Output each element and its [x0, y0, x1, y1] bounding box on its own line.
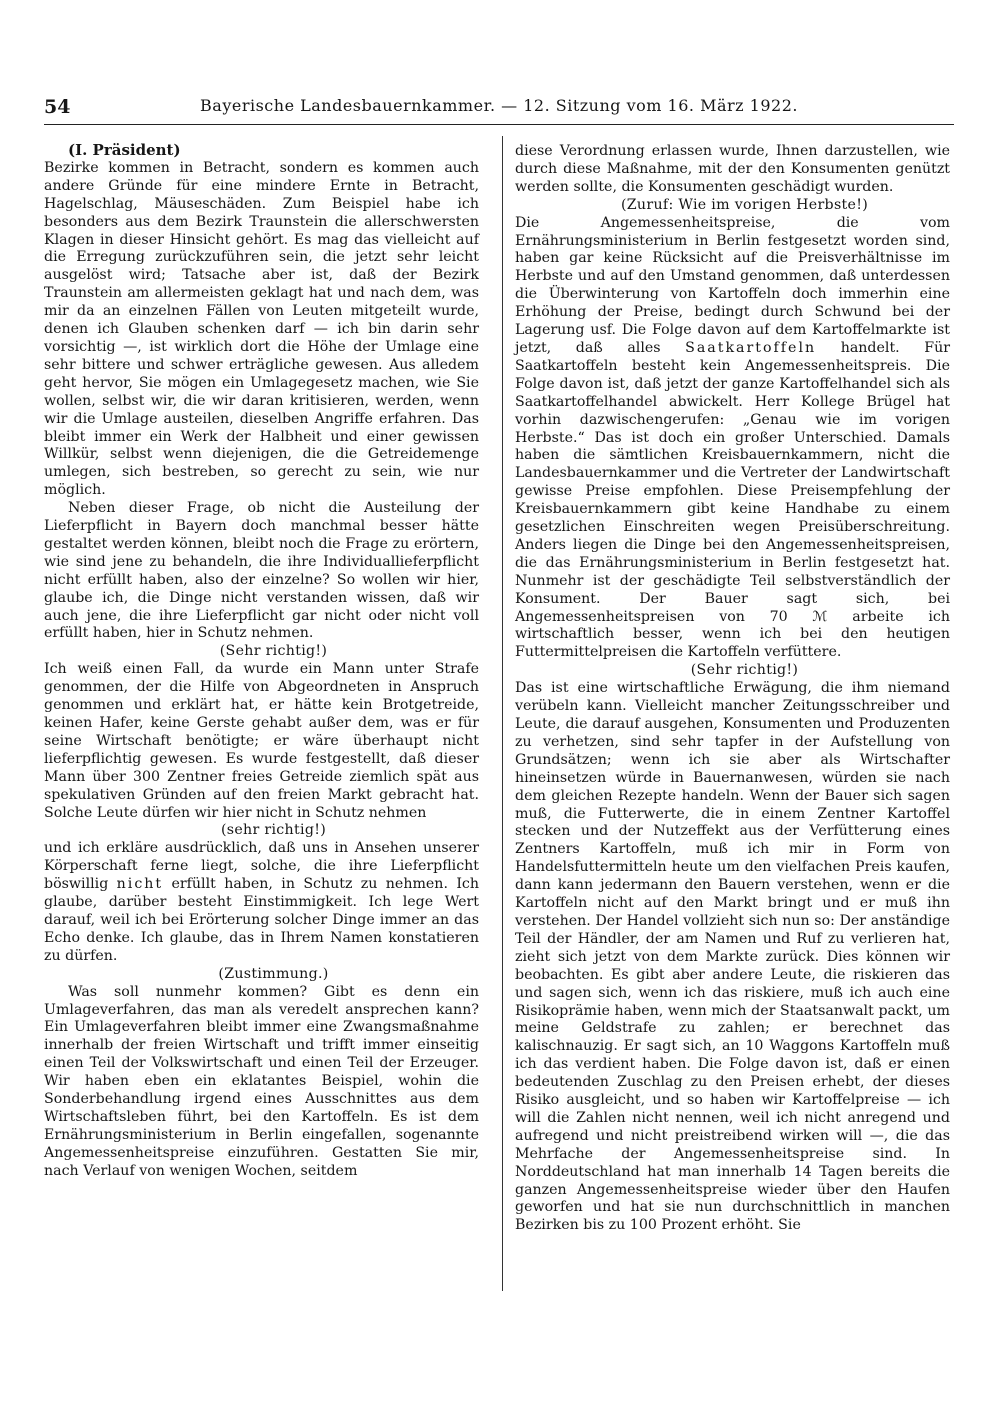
paragraph-text: handelt. Für Saatkartoffeln besteht kein Angemessenheitspreis. Die Folge davon ist, daß jetzt der ganze Kartoffelhandel sich als Saatkartoffelhandel abwickelt. Herr Kollege Brügel hat vorhin dazwischengerufen: „Genau wie im vorigen Herbste.“ Das ist doch ein großer Unterschied. Damals haben die sämtlichen Kreisbauernkammern, nicht die Landesbauernkammer und die Vertreter der Landwirtschaft gewisse Preise empfohlen. Diese Preisempfehlung der Kreisbauernkammern gibt keine Handhabe zu einem gesetzlichen Einschreiten wegen Preisüberschreitung. Anders liegen die Dinge bei den Angemessenheitspreisen, die das Ernährungsministerium in Berlin festgesetzt hat. Nunmehr ist der geschädigte Teil selbstverständlich der Konsument. Der Bauer sagt sich, bei Angemessenheitspreisen von 70 ℳ arbeite ich wirtschaftlich besser, wenn ich bei den heutigen Futtermittelpreisen die Kartoffeln verfüttere.	[515, 339, 950, 661]
paragraph-text: Die Angemessenheitspreise, die vom Ernährungsministerium in Berlin festgesetzt worden sind, haben gar keine Rücksicht auf die Preisverhältnisse im Herbste und auf den Umstand genommen, daß unterdessen die Überwinterung von Kartoffeln doch immerhin eine Erhöhung der Preise, bedingt durch Schwund bei der Lagerung usf. Die Folge davon auf dem Kartoffelmarkte ist jetzt, daß alles	[515, 214, 950, 356]
paragraph	[515, 215, 950, 663]
spaced-emphasis: nicht	[116, 876, 164, 893]
page-header	[44, 96, 954, 126]
right-column	[515, 143, 950, 1235]
interjection: (Zuruf: Wie im vorigen Herbste!)	[620, 196, 869, 213]
column-divider	[502, 136, 503, 1291]
interjection: (sehr richtig!)	[220, 822, 327, 839]
left-column	[44, 142, 479, 1181]
interjection: (Sehr richtig!)	[219, 643, 328, 660]
interjection: (Sehr richtig!)	[690, 662, 799, 679]
paragraph-text: und ich erkläre ausdrücklich, daß uns in Ansehen unserer Körperschaft ferne liegt, solche, die ihre Lieferpflicht böswillig	[44, 840, 479, 893]
paragraph: Was soll nunmehr kommen? Gibt es denn ein Umlageverfahren, das man als veredelt ansprechen kann? Ein Umlageverfahren bleibt immer eine Zwangsmaßnahme innerhalb der freien Wirtschaft und trifft immer einseitig einen Teil der Volkswirtschaft und einen Teil der Erzeuger. Wir haben eben ein eklatantes Beispiel, wohin die Sonderbehandlung irgend eines Ausschnittes aus dem Wirtschaftsleben führt, bei den Kartoffeln. Es ist dem Ernährungsministerium in Berlin eingefallen, sogenannte Angemessenheitspreise einzuführen. Gestatten Sie mir, nach Verlauf von wenigen Wochen, seitdem	[44, 983, 479, 1179]
paragraph-text: erfüllt haben, in Schutz zu nehmen. Ich glaube, darüber besteht Einstimmigkeit. Ich lege Wert darauf, weil ich bei Erörterung solcher Dinge immer an das Echo denke. Ich glaube, das in Ihrem Namen konstatieren zu dürfen.	[44, 876, 480, 964]
running-title: Bayerische Landesbauernkammer. — 12. Sitzung vom 16. März 1922.	[200, 96, 798, 115]
paragraph: diese Verordnung erlassen wurde, Ihnen darzustellen, wie durch diese Maßnahme, mit der den Konsumenten genützt werden sollte, die Konsumenten geschädigt wurden.	[515, 143, 950, 195]
paragraph: Bezirke kommen in Betracht, sondern es kommen auch andere Gründe für eine mindere Ernte in Betracht, Hagelschlag, Mäuseschäden. Zum Beispiel habe ich besonders aus dem Bezirk Traunstein die allerschwersten Klagen in dieser Hinsicht gehört. Es mag das vielleicht auf die Erregung zurückzuführen sein, die jetzt sehr leicht ausgelöst wird; Tatsache aber ist, daß der Bezirk Traunstein am allermeisten geklagt hat und nach dem, was mir da an einzelnen Fällen von Leuten mitgeteilt wurde, denen ich Glauben schenken darf — ich bin darin sehr vorsichtig —, ist wirklich dort die Höhe der Umlage eine sehr bittere und schwer erträgliche gewesen. Aus alledem geht hervor, Sie mögen ein Umlagegesetz machen, wie Sie wollen, selbst wir, die wir daran kritisieren, werden, wenn wir die Umlage austeilen, dieselben Angriffe erfahren. Das bleibt immer ein Werk der Halbheit und einer gewissen Willkür, selbst wenn diejenigen, die die Getreidemenge umlegen, sich bestreben, so gerecht zu sein, wie nur möglich.	[44, 159, 479, 499]
paragraph: Neben dieser Frage, ob nicht die Austeilung der Lieferpflicht in Bayern doch manchmal besser hätte gestaltet werden können, bleibt noch die Frage zu erörtern, wie sind jene zu behandeln, die ihre Individuallieferpflicht nicht erfüllt haben, also der einzelne? So wollen wir hier, glaube ich, die Dinge nicht verstanden wissen, daß wir auch jene, die ihre Lieferpflicht gar nicht oder nicht voll erfüllt haben, hier in Schutz nehmen.	[44, 500, 479, 642]
paragraph	[44, 840, 479, 965]
interjection: (Zustimmung.)	[218, 965, 329, 982]
speaker-label: (I. Präsident)	[68, 141, 181, 159]
page-number: 54	[44, 96, 71, 118]
header-rule	[44, 124, 954, 125]
spaced-emphasis: Saatkartoffeln	[685, 339, 817, 356]
paragraph: Das ist eine wirtschaftliche Erwägung, die ihm niemand verübeln kann. Vielleicht mancher Zeitungsschreiber und Leute, die darauf ausgehen, Konsumenten und Produzenten zu verhetzen, sind sehr tapfer in der Aufstellung von Grundsätzen; wenn ich sie aber als Wirtschafter hineinsetzen würde in Bauernanwesen, würden sie nach dem gleichen Rezepte handeln. Wenn der Bauer sich sagen muß, die Futterwerte, die in einem Zentner Kartoffel stecken und der Nutzeffekt aus der Verfütterung eines Zentners Kartoffeln, muß ich mir in Form von Handelsfuttermitteln heute um den vielfachen Preis kaufen, dann kann jedermann den Bauern verstehen, wenn er die Kartoffeln nicht auf den Markt bringt und er muß ihn verstehen. Der Handel vollzieht sich nun so: Der anständige Teil der Händler, der am Namen und Ruf zu verlieren hat, zieht sich jetzt von dem Markte zurück. Dies können wir beobachten. Es gibt aber andere Leute, die riskieren das und sagen sich, wenn ich das riskiere, muß ich auch eine Risikoprämie haben, wenn mich der Staatsanwalt packt, um meine Geldstrafe zu zahlen; er berechnet das kalischnauzig. Er sagt sich, an 10 Waggons Kartoffeln muß ich das verdient haben. Die Folge davon ist, daß er einen bedeutenden Zuschlag zu den Preisen erhebt, der dieses Risiko ausgleicht, und so haben wir Kartoffelpreise — ich will die Zahlen nicht nennen, weil ich nicht anregend und aufregend und nicht preistreibend wirken will —, die das Mehrfache der Angemessenheitspreise sind. In Norddeutschland hat man innerhalb 14 Tagen bereits die ganzen Angemessenheitspreise wieder über den Haufen geworfen und hat sie nun durchschnittlich in manchen Bezirken bis zu 100 Prozent erhöht. Sie	[515, 680, 950, 1234]
paragraph: Ich weiß einen Fall, da wurde ein Mann unter Strafe genommen, der die Hilfe von Abgeordneten in Anspruch genommen und erklärt hat, er hätte kein Brotgetreide, keinen Hafer, keine Gerste gehabt außer dem, was er für seine Wirtschaft benötigte; er wäre überhaupt nicht lieferpflichtig gewesen. Es wurde festgestellt, daß dieser Mann über 300 Zentner freies Getreide ziemlich spät aus spekulativen Gründen auf den freien Markt gebracht hat. Solche Leute dürfen wir hier nicht in Schutz nehmen	[44, 661, 479, 821]
